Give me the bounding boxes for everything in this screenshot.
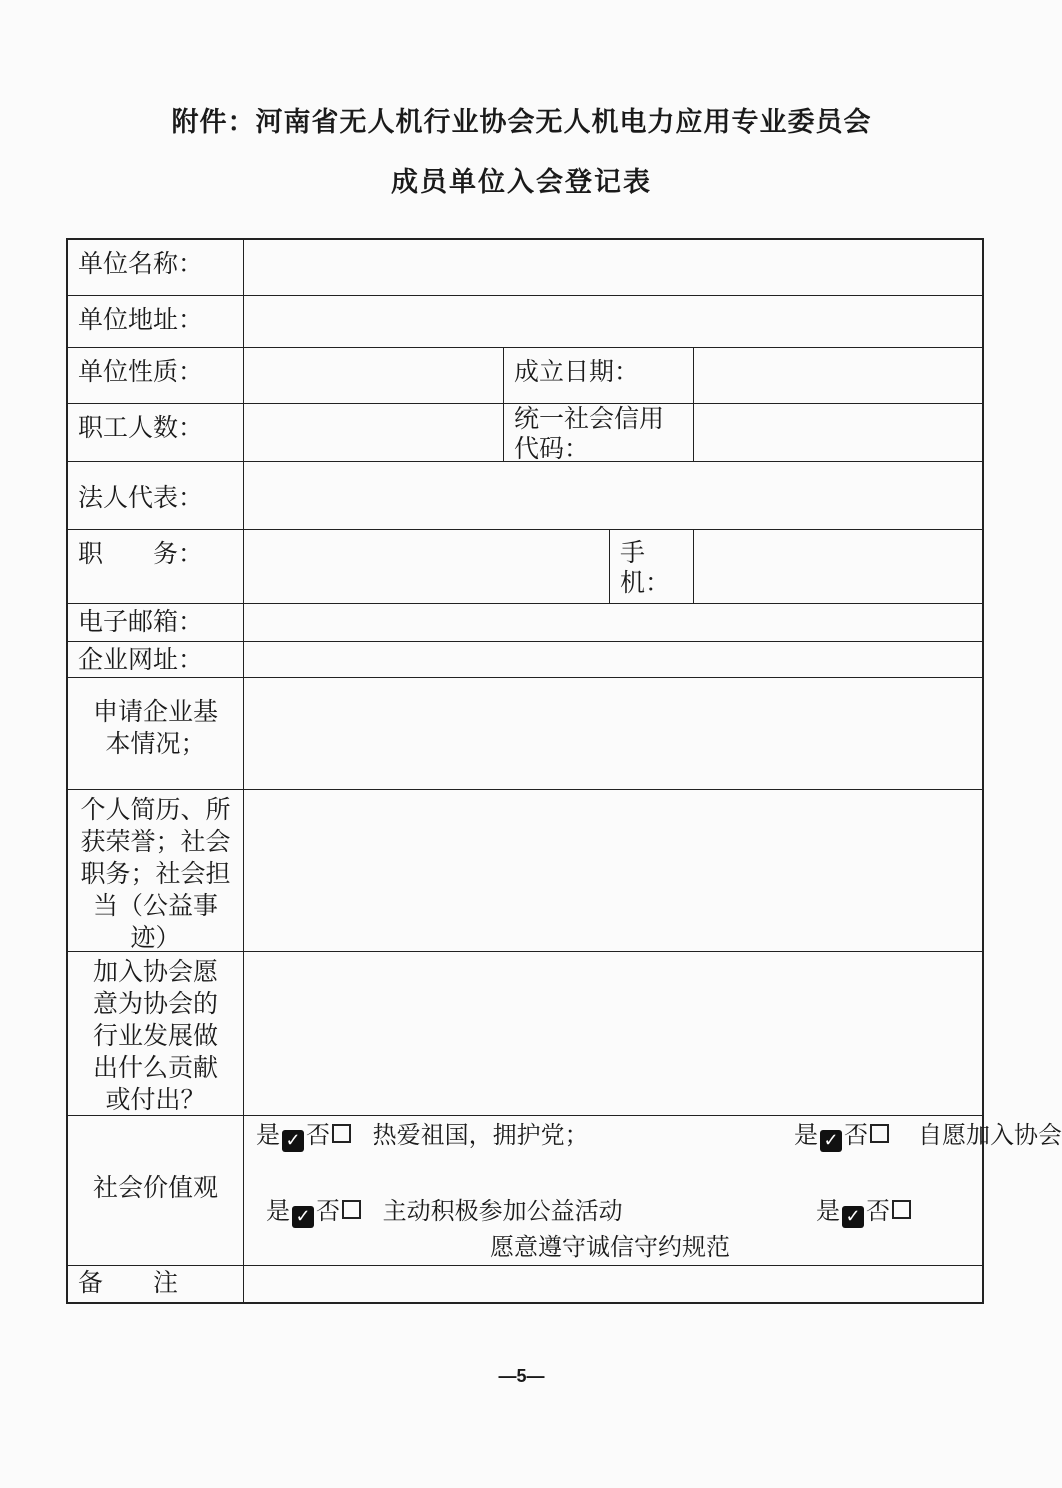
no-checkbox[interactable] — [332, 1124, 351, 1143]
no-label: 否 — [316, 1197, 340, 1225]
row-position — [68, 530, 982, 604]
row-contribution — [68, 952, 982, 1116]
value-item-2: 自愿加入协会 — [918, 1121, 1062, 1149]
yes-label: 是 — [256, 1121, 280, 1149]
unit-nature-field[interactable] — [243, 348, 503, 403]
yes-label: 是 — [816, 1197, 840, 1225]
established-date-label: 成立日期： — [503, 348, 693, 403]
remarks-label: 备 注 — [78, 1268, 179, 1297]
registration-form — [66, 238, 1062, 1304]
contribution-label: 加入协会愿意为协会的行业发展做出什么贡献或付出？ — [92, 957, 218, 1114]
no-checkbox[interactable] — [342, 1200, 361, 1219]
yes-label: 是 — [266, 1197, 290, 1225]
company-basic-label: 申请企业基本情况； — [92, 697, 218, 758]
company-basic-field[interactable] — [243, 678, 982, 789]
value-item-3: 主动积极参加公益活动 — [382, 1197, 623, 1225]
no-label: 否 — [866, 1197, 890, 1225]
mobile-label: 手机： — [609, 530, 693, 603]
value-item-1: 热爱祖国，拥护党； — [372, 1121, 589, 1149]
position-field[interactable] — [243, 530, 609, 603]
value-option-1 — [256, 1116, 589, 1154]
credit-code-field[interactable] — [693, 404, 982, 461]
form-title-line1: 附件：河南省无人机行业协会无人机电力应用专业委员会 — [171, 107, 872, 138]
row-social-values — [68, 1116, 1062, 1266]
no-checkbox[interactable] — [870, 1124, 889, 1143]
page-number: —5— — [498, 1366, 545, 1386]
yes-checkbox-checked[interactable]: ✓ — [282, 1130, 304, 1152]
row-remarks — [68, 1266, 982, 1302]
social-values-options — [243, 1116, 1062, 1265]
value-option-2 — [794, 1116, 891, 1154]
row-resume — [68, 790, 982, 952]
no-label: 否 — [306, 1121, 330, 1149]
unit-name-field[interactable] — [243, 240, 982, 295]
yes-checkbox-checked[interactable]: ✓ — [292, 1206, 314, 1228]
position-label: 职 务： — [78, 539, 204, 568]
staff-count-label: 职工人数： — [78, 413, 204, 442]
email-field[interactable] — [243, 604, 982, 641]
row-company-basic — [68, 678, 982, 790]
row-unit-name — [68, 240, 982, 296]
value-option-4 — [816, 1192, 913, 1230]
form-title-line2: 成员单位入会登记表 — [391, 167, 652, 198]
website-label: 企业网址： — [78, 645, 204, 674]
unit-name-label: 单位名称： — [78, 249, 204, 278]
no-label: 否 — [844, 1121, 868, 1149]
established-date-field[interactable] — [693, 348, 982, 403]
yes-checkbox-checked[interactable]: ✓ — [842, 1206, 864, 1228]
legal-rep-field[interactable] — [243, 462, 982, 529]
row-website — [68, 642, 982, 678]
unit-address-label: 单位地址： — [78, 305, 204, 334]
unit-nature-label: 单位性质： — [78, 357, 204, 386]
social-values-label: 社会价值观 — [92, 1173, 218, 1202]
contribution-field[interactable] — [243, 952, 982, 1115]
credit-code-label: 统一社会信用代码： — [503, 404, 693, 461]
mobile-field[interactable] — [693, 530, 982, 603]
row-unit-nature — [68, 348, 982, 404]
row-email — [68, 604, 982, 642]
row-staff-count — [68, 404, 982, 462]
staff-count-field[interactable] — [243, 404, 503, 461]
value-option-3 — [266, 1192, 623, 1230]
no-checkbox[interactable] — [892, 1200, 911, 1219]
row-unit-address — [68, 296, 982, 348]
remarks-field[interactable] — [243, 1266, 982, 1302]
value-item-4: 愿意遵守诚信守约规范 — [490, 1233, 730, 1261]
yes-checkbox-checked[interactable]: ✓ — [820, 1130, 842, 1152]
email-label: 电子邮箱： — [78, 607, 204, 636]
yes-label: 是 — [794, 1121, 818, 1149]
unit-address-field[interactable] — [243, 296, 982, 347]
legal-rep-label: 法人代表： — [78, 483, 204, 512]
website-field[interactable] — [243, 642, 982, 677]
resume-field[interactable] — [243, 790, 982, 951]
resume-label: 个人简历、所获荣誉；社会职务；社会担当（公益事迹） — [80, 795, 231, 952]
row-legal-rep — [68, 462, 982, 530]
